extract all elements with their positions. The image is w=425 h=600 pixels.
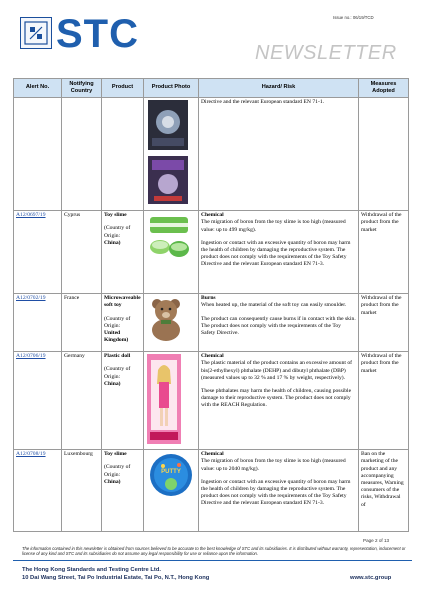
issue-number: Issue no.: 06/19/TCD: [333, 15, 374, 20]
alerts-table: [13, 78, 409, 532]
hazard-text: Ingestion or contact with an excessive quantity of boron may harm the health of children by damaging the reproductive system. The product does not comply with the requirements of the Toy Safety Directive and the relevant European standard EN 71-3.: [201, 478, 351, 507]
origin-value: China): [104, 380, 121, 387]
origin-label: (Country of Origin:: [104, 225, 131, 239]
hazard-text: The plastic material of the product contains an excessive amount of bis(2-ethylhexyl) phthalate (DEHP) and dibutyl phthalate (DBP) (measured values up to 32 % and 17 % by weight, respectively).: [201, 360, 352, 381]
hazard-title: Burns: [201, 295, 216, 302]
company-address: 10 Dai Wang Street, Tai Po Industrial Estate, Tai Po, N.T., Hong Kong: [22, 575, 210, 581]
hazard-text: When heated up, the material of the soft toy can easily smoulder.: [201, 302, 347, 309]
col-header-country: Notifying Country: [62, 79, 102, 98]
product-cell: [102, 352, 144, 450]
alert-no-link[interactable]: A12/0706/19: [16, 353, 46, 360]
hazard-text: The product can consequently cause burns if in contact with the skin. The product does not comply with the requirements of the Toy Safety Directive.: [201, 315, 356, 337]
alert-no-cell: [14, 450, 62, 532]
product-name: Toy slime: [104, 212, 127, 219]
alert-no-link[interactable]: A12/0708/19: [16, 451, 46, 458]
footer-divider: [13, 560, 412, 561]
origin-value: China): [104, 239, 121, 246]
hazard-text: These phthalates may harm the health of children, causing possible damage to their reproductive system. The product does not comply with the REACH Regulation.: [201, 388, 352, 409]
country-cell: Luxembourg: [62, 450, 102, 532]
boxed-doll-photo: [146, 354, 196, 447]
alert-no-cell: [14, 98, 62, 211]
teddy-bear-photo: [146, 296, 196, 345]
slime-tubs-photo: [146, 213, 196, 266]
stc-logo-icon: [20, 17, 52, 49]
hazard-cell: [199, 294, 359, 352]
measures-cell: Withdrawal of the product from the market: [359, 294, 409, 352]
origin-label: (Country of Origin:: [104, 366, 131, 380]
company-info: [22, 566, 209, 582]
product-cell: [102, 98, 144, 211]
alert-no-link[interactable]: A12/0702/19: [16, 295, 46, 302]
origin-value: China): [104, 478, 121, 485]
origin-value: United Kingdom): [104, 330, 129, 344]
col-header-photo: Product Photo: [144, 79, 199, 98]
photo-cell: [144, 450, 199, 532]
col-header-measures: Measures Adopted: [359, 79, 409, 98]
alert-no-cell: [14, 211, 62, 294]
newsletter-title: NEWSLETTER: [255, 42, 397, 64]
putty-tin-photo: [148, 452, 194, 498]
col-header-product: Product: [102, 79, 144, 98]
hazard-cell: [199, 98, 359, 211]
brand-name: STC: [56, 12, 139, 56]
product-cell: [102, 450, 144, 532]
hazard-title: Chemical: [201, 451, 224, 458]
origin-label: (Country of Origin:: [104, 464, 131, 478]
product-cell: [102, 211, 144, 294]
table-row: [14, 450, 409, 532]
alert-no-cell: [14, 352, 62, 450]
disclaimer: The information contained in this newsletter is obtained from sources believed to be accurate to the best knowledge of STC and its subsidiaries. It is distributed without warranty, representation, inducement or license of any kind and STC and its subsidiaries do not assume any legal responsibility for use or reliance upon the information.: [22, 546, 406, 556]
hazard-title: Chemical: [201, 353, 224, 360]
company-name: The Hong Kong Standards and Testing Centre Ltd.: [22, 567, 162, 573]
hazard-cell: [199, 450, 359, 532]
table-row: [14, 352, 409, 450]
measures-cell: [359, 98, 409, 211]
product-name: Microwaveable soft toy: [104, 295, 141, 309]
country-cell: [62, 98, 102, 211]
page-number: Page 2 of 13: [363, 538, 390, 543]
product-name: Toy slime: [104, 451, 127, 458]
boxed-robot-toy-photo: [146, 100, 196, 209]
origin-label: (Country of Origin:: [104, 315, 131, 329]
photo-cell: [144, 294, 199, 352]
product-name: Plastic doll: [104, 353, 131, 360]
country-cell: Germany: [62, 352, 102, 450]
table-row: [14, 294, 409, 352]
col-header-hazard: Hazard/ Risk: [199, 79, 359, 98]
country-cell: France: [62, 294, 102, 352]
putty-label: PUTTY: [161, 469, 181, 476]
hazard-text: The migration of boron from the toy slime is too high (measured value: up to 499 mg/kg).: [201, 219, 346, 233]
measures-cell: Withdrawal of the product from the market: [359, 352, 409, 450]
table-header-row: [14, 79, 409, 98]
table-row: [14, 211, 409, 294]
measures-cell: Ban on the marketing of the product and any accompanying measures, Warning consumers of the risks, Withdrawal of: [359, 450, 409, 532]
website-link[interactable]: www.stc.group: [350, 575, 392, 581]
alert-no-link[interactable]: A12/0697/19: [16, 212, 46, 219]
hazard-cell: [199, 352, 359, 450]
hazard-text: The migration of boron from the toy slime is too high (measured value: up to 2040 mg/kg).: [201, 458, 346, 472]
col-header-alert-no: Alert No.: [14, 79, 62, 98]
hazard-text: Ingestion or contact with an excessive quantity of boron may harm the health of children by damaging the reproductive system. The product does not comply with the requirements of the Toy Safety Directive and the relevant European standard EN 71-3.: [201, 239, 351, 268]
measures-cell: Withdrawal of the product from the market: [359, 211, 409, 294]
photo-cell: [144, 352, 199, 450]
hazard-text: Directive and the relevant European standard EN 71-1.: [201, 99, 325, 105]
country-cell: Cyprus: [62, 211, 102, 294]
photo-cell: [144, 98, 199, 211]
photo-cell: [144, 211, 199, 294]
hazard-title: Chemical: [201, 212, 224, 219]
alert-no-cell: [14, 294, 62, 352]
table-row: [14, 98, 409, 211]
hazard-cell: [199, 211, 359, 294]
product-cell: [102, 294, 144, 352]
